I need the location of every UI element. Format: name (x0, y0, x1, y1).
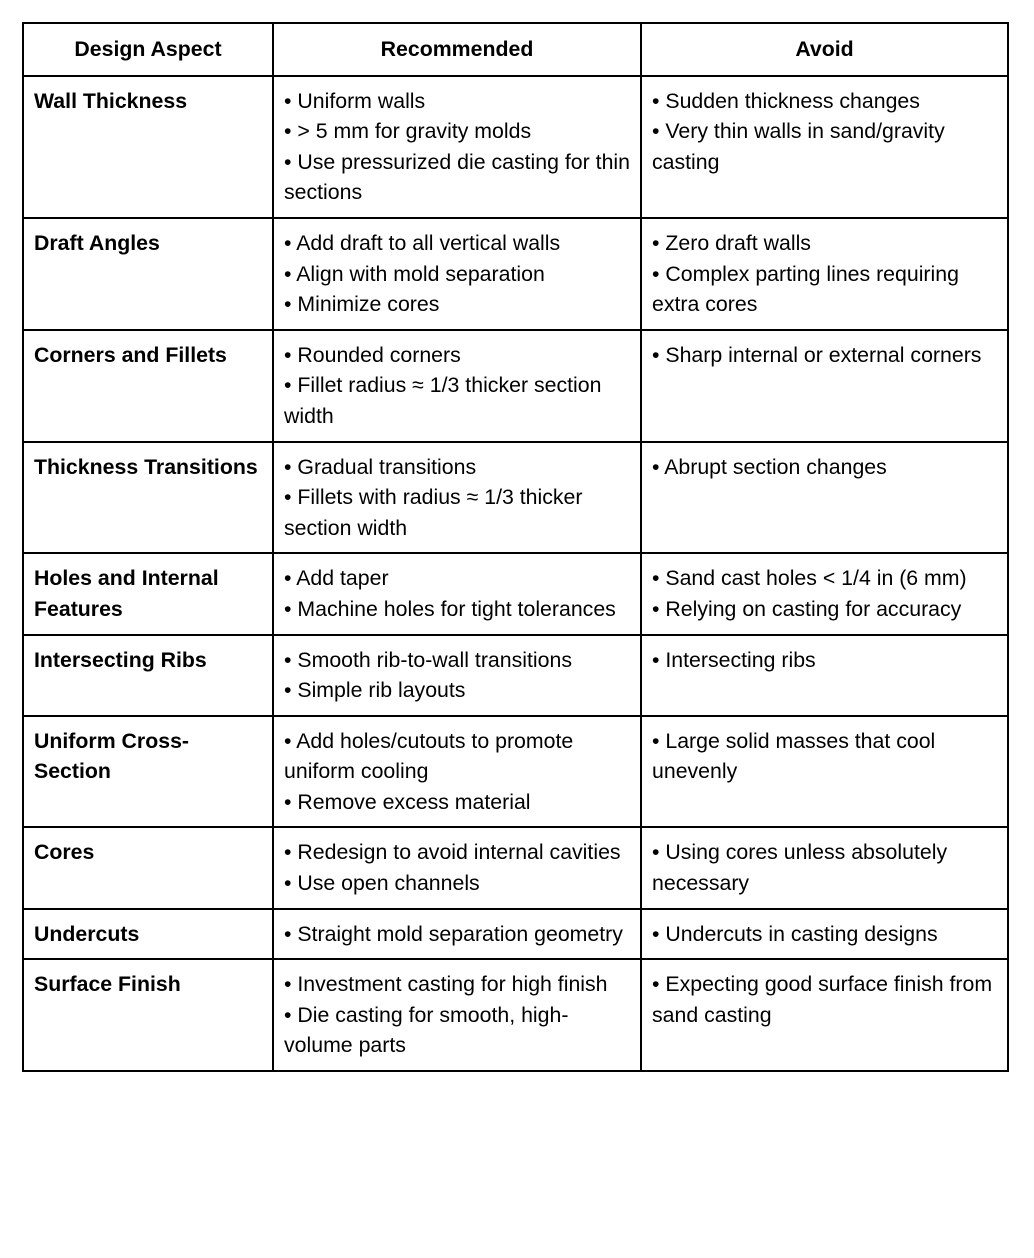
recommended-cell (273, 218, 641, 330)
design-guidelines-table (22, 22, 1009, 1072)
design-aspect-cell: Intersecting Ribs (23, 635, 273, 716)
design-aspect-cell: Holes and Internal Features (23, 553, 273, 634)
design-aspect-cell: Draft Angles (23, 218, 273, 330)
avoid-cell (641, 959, 1008, 1071)
design-aspect-cell: Uniform Cross-Section (23, 716, 273, 828)
recommended-cell (273, 442, 641, 554)
header-avoid: Avoid (641, 23, 1008, 76)
recommended-item: • Align with mold separation (284, 261, 545, 286)
recommended-item: • Fillets with radius ≈ 1/3 thicker section width (284, 485, 583, 540)
design-aspect-cell: Surface Finish (23, 959, 273, 1071)
avoid-item: • Sudden thickness changes (652, 88, 920, 113)
avoid-item: • Abrupt section changes (652, 454, 887, 479)
recommended-cell (273, 827, 641, 908)
avoid-cell (641, 827, 1008, 908)
avoid-cell (641, 76, 1008, 218)
avoid-cell (641, 909, 1008, 960)
recommended-item: • Uniform walls (284, 88, 426, 113)
table-row (23, 442, 1008, 554)
avoid-cell (641, 330, 1008, 442)
table-row (23, 827, 1008, 908)
recommended-item: • > 5 mm for gravity molds (284, 119, 532, 144)
table-row (23, 959, 1008, 1071)
recommended-cell (273, 959, 641, 1071)
recommended-cell (273, 909, 641, 960)
recommended-item: • Add holes/cutouts to promote uniform cooling (284, 728, 574, 784)
header-design-aspect: Design Aspect (23, 23, 273, 76)
recommended-item: • Simple rib layouts (284, 678, 466, 703)
recommended-item: • Use open channels (284, 871, 480, 896)
avoid-item: • Expecting good surface finish from sand casting (652, 972, 993, 1027)
recommended-cell (273, 635, 641, 716)
avoid-item: • Relying on casting for accuracy (652, 596, 962, 621)
recommended-item: • Rounded corners (284, 342, 461, 367)
avoid-cell (641, 716, 1008, 828)
header-recommended: Recommended (273, 23, 641, 76)
table-row (23, 553, 1008, 634)
table-row (23, 218, 1008, 330)
recommended-cell (273, 330, 641, 442)
recommended-item: • Fillet radius ≈ 1/3 thicker section width (284, 373, 602, 428)
header-row (23, 23, 1008, 76)
recommended-item: • Remove excess material (284, 789, 531, 814)
avoid-item: • Large solid masses that cool unevenly (652, 728, 936, 784)
design-aspect-cell: Thickness Transitions (23, 442, 273, 554)
recommended-item: • Investment casting for high finish (284, 972, 608, 997)
avoid-item: • Complex parting lines requiring extra cores (652, 261, 959, 317)
design-aspect-cell: Wall Thickness (23, 76, 273, 218)
recommended-item: • Add taper (284, 566, 389, 591)
design-aspect-cell: Cores (23, 827, 273, 908)
avoid-item: • Undercuts in casting designs (652, 921, 938, 946)
table-row (23, 635, 1008, 716)
avoid-item: • Very thin walls in sand/gravity casting (652, 119, 945, 174)
table-row (23, 76, 1008, 218)
recommended-item: • Minimize cores (284, 292, 440, 317)
avoid-cell (641, 635, 1008, 716)
avoid-item: • Using cores unless absolutely necessary (652, 840, 948, 896)
avoid-cell (641, 553, 1008, 634)
recommended-item: • Redesign to avoid internal cavities (284, 840, 621, 865)
recommended-cell (273, 716, 641, 828)
recommended-cell (273, 553, 641, 634)
recommended-item: • Die casting for smooth, high-volume parts (284, 1002, 569, 1058)
recommended-item: • Straight mold separation geometry (284, 921, 623, 946)
recommended-item: • Smooth rib-to-wall transitions (284, 647, 572, 672)
avoid-item: • Intersecting ribs (652, 647, 816, 672)
avoid-cell (641, 442, 1008, 554)
avoid-item: • Sand cast holes < 1/4 in (6 mm) (652, 566, 967, 591)
design-aspect-cell: Undercuts (23, 909, 273, 960)
avoid-item: • Sharp internal or external corners (652, 342, 982, 367)
recommended-item: • Gradual transitions (284, 454, 477, 479)
table-row (23, 330, 1008, 442)
recommended-item: • Add draft to all vertical walls (284, 230, 561, 255)
avoid-cell (641, 218, 1008, 330)
recommended-cell (273, 76, 641, 218)
table-row (23, 909, 1008, 960)
table-row (23, 716, 1008, 828)
recommended-item: • Machine holes for tight tolerances (284, 596, 616, 621)
recommended-item: • Use pressurized die casting for thin sections (284, 149, 631, 205)
avoid-item: • Zero draft walls (652, 230, 811, 255)
design-aspect-cell: Corners and Fillets (23, 330, 273, 442)
